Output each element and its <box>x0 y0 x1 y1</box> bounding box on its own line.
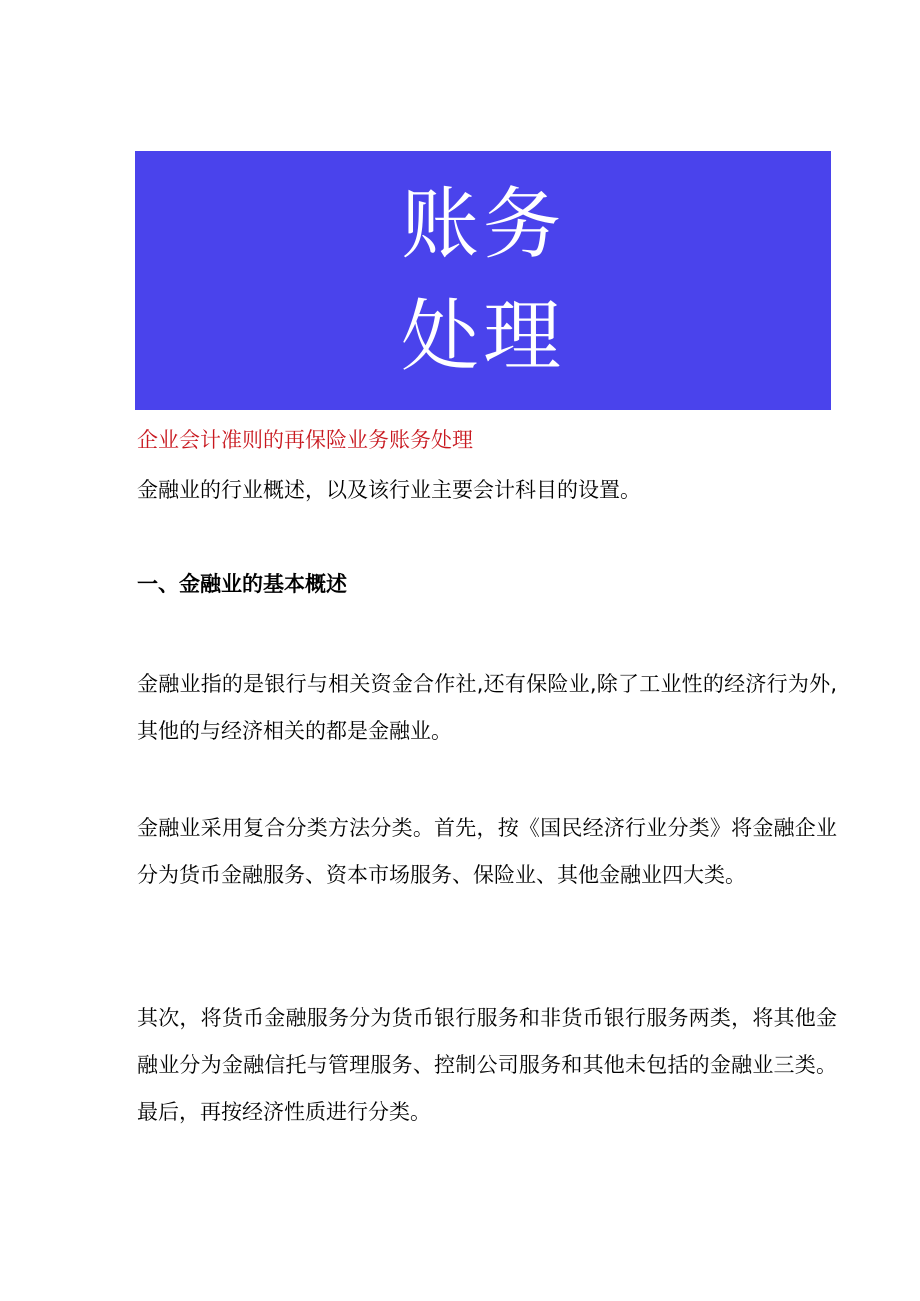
document-subtitle: 企业会计准则的再保险业务账务处理 <box>137 428 473 452</box>
intro-text: 金融业的行业概述，以及该行业主要会计科目的设置。 <box>137 478 641 502</box>
title-banner <box>135 151 831 410</box>
section-heading: 一、金融业的基本概述 <box>137 572 347 596</box>
paragraph-3: 其次，将货币金融服务分为货币银行服务和非货币银行服务两类，将其他金融业分为金融信托与管理服务、控制公司服务和其他未包括的金融业三类。最后，再按经济性质进行分类。 <box>137 1006 837 1124</box>
banner-title-line-1: 账务 <box>400 179 565 270</box>
banner-title-line-2: 处理 <box>400 291 565 382</box>
paragraph-1: 金融业指的是银行与相关资金合作社,还有保险业,除了工业性的经济行为外,其他的与经济相关的都是金融业。 <box>137 672 837 743</box>
paragraph-2: 金融业采用复合分类方法分类。首先，按《国民经济行业分类》将金融企业分为货币金融服务、资本市场服务、保险业、其他金融业四大类。 <box>137 816 837 887</box>
